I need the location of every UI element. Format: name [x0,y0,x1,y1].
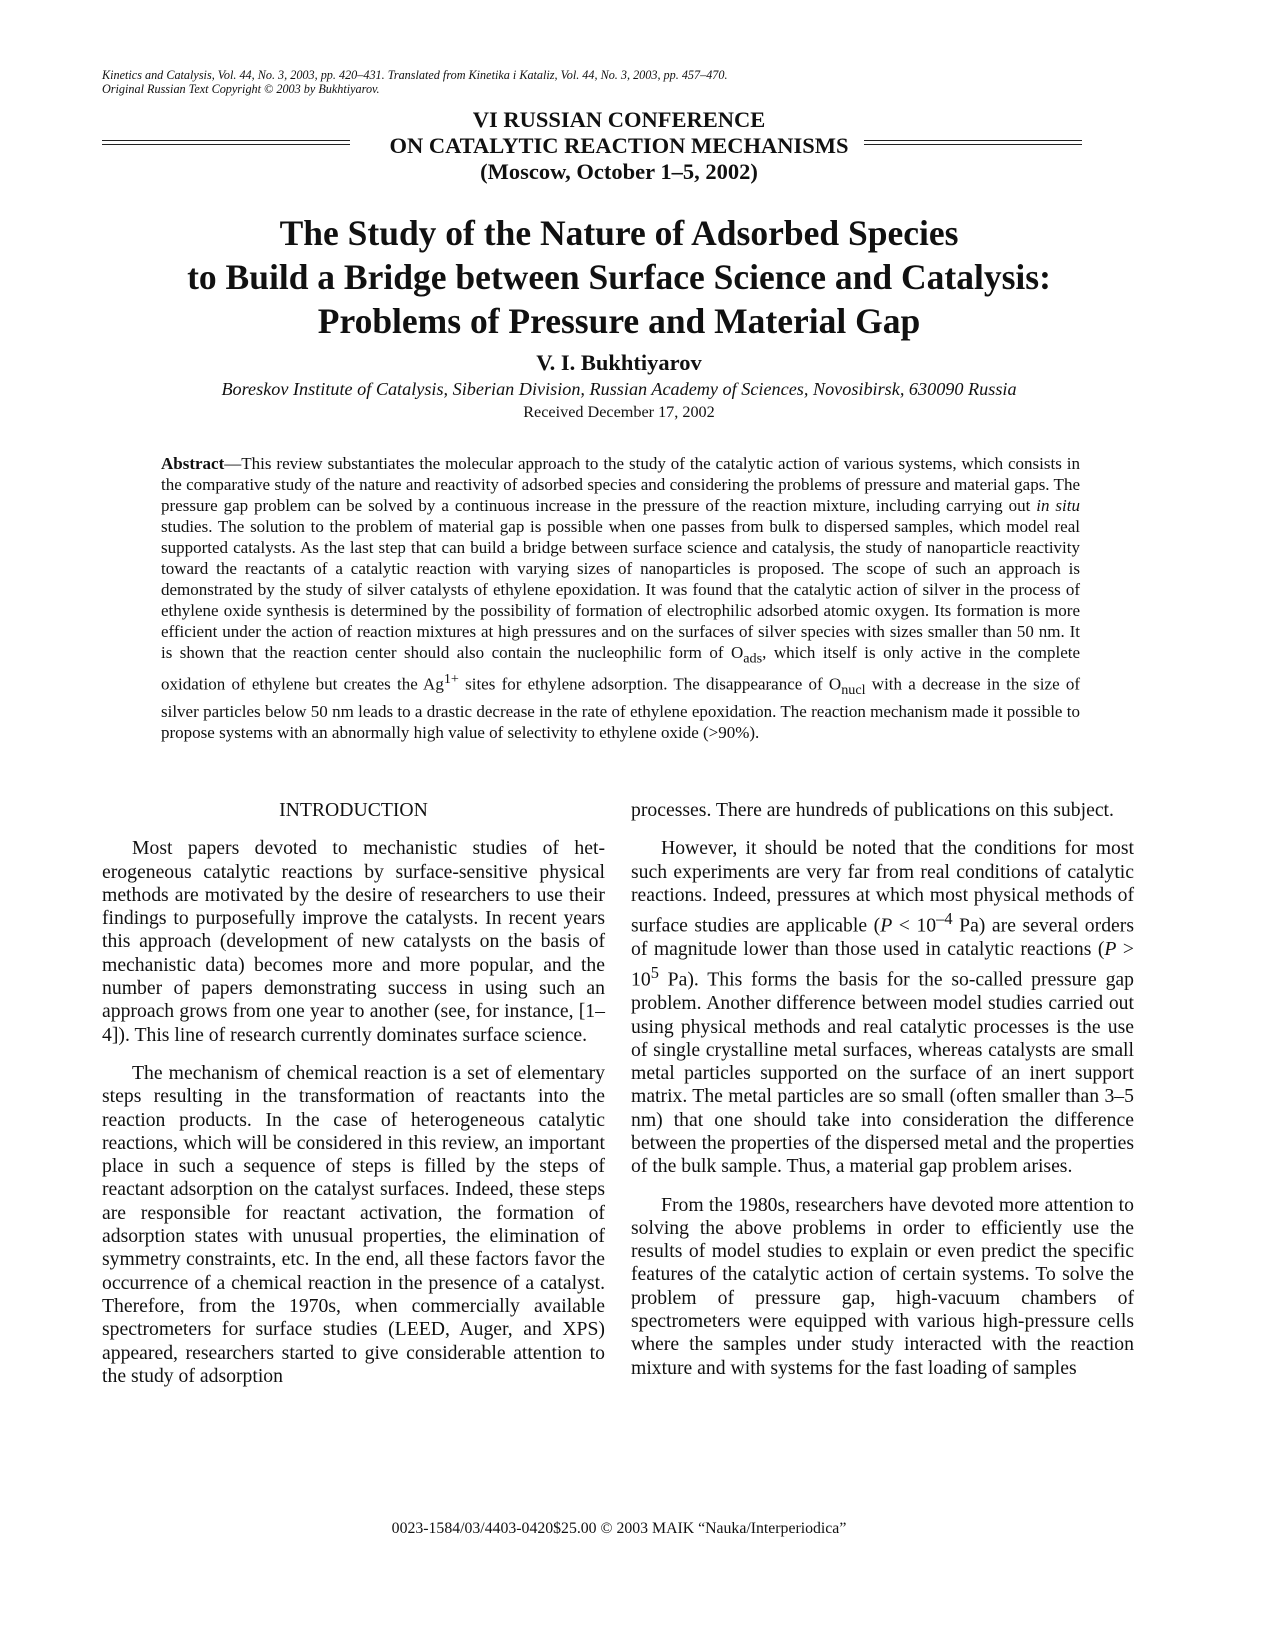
conference-line-3: (Moscow, October 1–5, 2002) [480,159,758,184]
left-paragraph-2: The mechanism of chemical reaction is a set of elementary steps resulting in the transformation of reactants into the reaction products. In the case of heterogeneous catalytic reactions, which will be considered in this review, an important place in such a sequence of steps is filled by the steps of reactant adsorption on the catalyst surfaces. Indeed, these steps are responsible for reactant activation, the formation of adsorption states with unusual properties, the elimination of symmetry constraints, etc. In the end, all these factors favor the occurrence of a chemical reaction in the presence of a catalyst. Therefore, from the 1970s, when commercially available spectrometers for surface studies (LEED, Auger, and XPS) appeared, researchers started to give considerable attention to the study of adsorption [102,1061,605,1387]
received-date: Received December 17, 2002 [523,403,715,421]
footer-price-line: 0023-1584/03/4403-0420$25.00 © 2003 MAIK “Nauka/Interperiodica” [391,1520,847,1537]
right-paragraph-1 [631,837,1134,1178]
abstract-in-situ: in situ [1036,496,1080,515]
copyright-line: Original Russian Text Copyright © 2003 by Bukhtiyarov. [102,82,380,96]
abstract-label: Abstract [161,454,225,473]
introduction-heading: INTRODUCTION [279,799,428,821]
right-p1-text-b: Pa) are several orders of magnitude lower than those used in catalytic reactions ( [631,914,1134,961]
journal-header [102,68,1182,96]
abstract-text-4: sites for ethylene adsorption. The disappearance of O [458,675,842,695]
title-line-3: Problems of Pressure and Material Gap [317,301,921,341]
abstract-text-5: with a decrease in the size of silver particles below 50 nm leads to a drastic decrease in the rate of ethylene epoxidation. The reaction mechanism made it possible to propose systems with an abnormally high value of selectivity to ethylene oxide (>90%). [161,675,1080,743]
left-paragraph-1: Most papers devoted to mechanistic studies of heterogeneous catalytic reactions by surface-sensitive physical methods are motivated by the desire of researchers to use their findings to purposefully improve the catalysts. In recent years this approach (development of new catalysts on the basis of mechanistic data) becomes more and more popular, and the number of papers demonstrating success in using such an approach grows from one year to another (see, for instance, [1–4]). This line of research currently dominates surface science. [102,837,605,1046]
abstract-sub-nucl: nucl [841,682,866,699]
conference-line-2: ON CATALYTIC REACTION MECHANISMS [389,133,849,158]
right-column [631,799,1134,1380]
right-paragraph-2: From the 1980s, researchers have devoted more attention to solving the above problems in order to efficiently use the results of model studies to explain or even predict the specific features of the catalytic action of certain systems. To solve the problem of pressure gap, high-vacuum chambers of spectrometers were equipped with various high-pressure cells where the samples under study interacted with the reaction mixture and with systems for the fast loading of samples [631,1193,1134,1379]
right-p1-lt: < 10 [892,914,937,937]
exponent-minus-4: –4 [936,909,953,929]
pressure-symbol-1: P [880,914,893,937]
abstract-sub-ads: ads [743,650,763,667]
conference-line-1: VI RUSSIAN CONFERENCE [472,107,766,132]
right-p1-text-a: However, it should be noted that the conditions for most such experiments are very far from real conditions of catalytic reactions. Indeed, pressures at which most physical methods of surface studies are applicable ( [631,837,1134,937]
pressure-symbol-2: P [1104,938,1117,961]
abstract-text-2: studies. The solution to the problem of material gap is possible when one passes from bulk to dispersed samples, which model real supported catalysts. As the last step that can build a bridge between surface science and catalysis, the study of nanoparticle reactivity toward the reactants of a catalytic reaction with varying sizes of nanoparticles is proposed. The scope of such an approach is demonstrated by the study of silver catalysts of ethylene epoxidation. It was found that the catalytic action of silver in the process of ethylene oxide synthesis is determined by the possibility of formation of electrophilic adsorbed atomic oxygen. Its formation is more efficient under the action of reaction mixtures at high pressures and on the surfaces of silver species with sizes smaller than 50 nm. It is shown that the reaction center should also contain the nucleophilic form of O [161,517,1080,662]
abstract-text-1: This review substantiates the molecular approach to the study of the catalytic action of various systems, which consists in the comparative study of the nature and reactivity of adsorbed species and considering the problems of pressure and material gaps. The pressure gap problem can be solved by a continuous increase in the pressure of the reaction mixture, including carrying out [161,454,1080,515]
left-column [102,799,605,1388]
author-affiliation: Boreskov Institute of Catalysis, Siberian Division, Russian Academy of Sciences, Novosibirsk, 630090 Russia [221,379,1017,399]
title-line-2: to Build a Bridge between Surface Science and Catalysis: [187,257,1051,297]
conference-heading [102,107,1136,185]
author-name: V. I. Bukhtiyarov [536,350,702,375]
abstract-sup-1plus: 1+ [443,671,459,688]
abstract-text-3: , which itself is only active in the complete oxidation of ethylene but creates the Ag [161,643,1081,695]
paper-title [102,211,1136,343]
right-p1-gt: > 10 [631,938,1134,991]
title-line-1: The Study of the Nature of Adsorbed Species [279,213,959,253]
right-paragraph-0: processes. There are hundreds of publications on this subject. [631,799,1114,821]
journal-citation: Kinetics and Catalysis, Vol. 44, No. 3, 2003, pp. 420–431. Translated from Kinetika i Kataliz, Vol. 44, No. 3, 2003, pp. 457–470. [102,68,728,82]
exponent-5: 5 [650,963,659,983]
abstract-dash: — [224,454,242,473]
abstract [161,453,1080,743]
right-p1-text-c: Pa). This forms the basis for the so-called pressure gap problem. Another difference between model studies carried out using physical methods and real catalytic processes is the use of single crystalline metal surfaces, whereas catalysts are small metal particles supported on the surface of an inert support matrix. The metal particles are so small (often smaller than 3–5 nm) that one should take into consideration the difference between the properties of the dispersed metal and the properties of the bulk sample. Thus, a material gap problem arises. [631,968,1134,1178]
